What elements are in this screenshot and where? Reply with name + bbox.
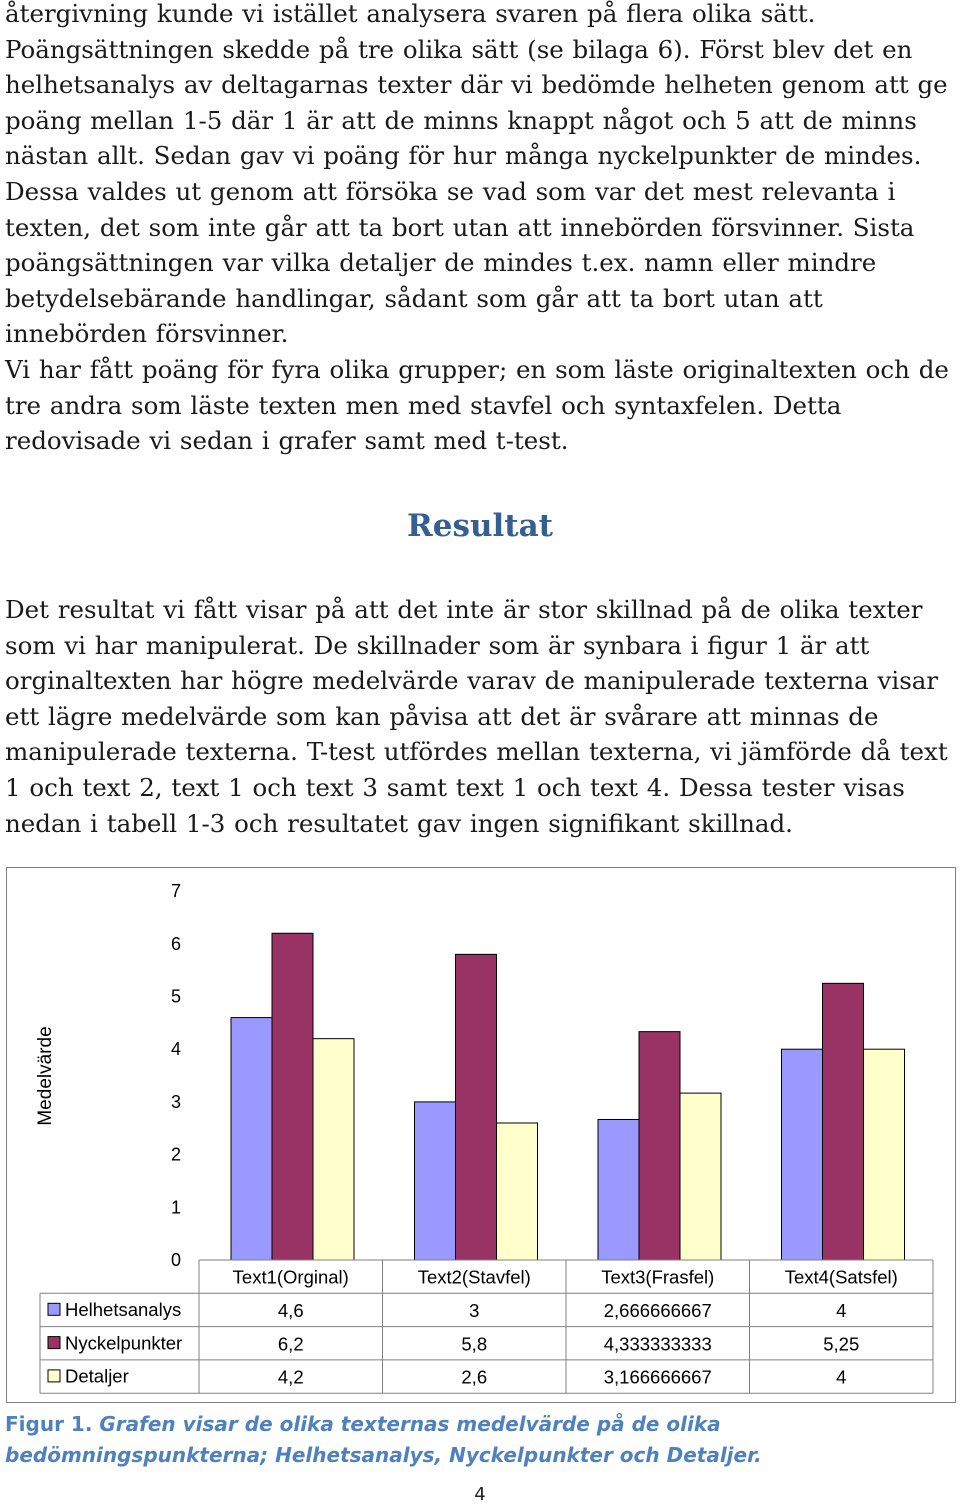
x-category-label: Text4(Satsfel) bbox=[784, 1266, 898, 1288]
data-label: 4 bbox=[836, 1366, 847, 1388]
data-label: 4 bbox=[836, 1299, 847, 1321]
bar-nyckelpunkter bbox=[639, 1032, 680, 1260]
bar-helhetsanalys bbox=[231, 1018, 272, 1260]
bar-detaljer bbox=[680, 1093, 721, 1260]
data-label: 3 bbox=[469, 1299, 480, 1321]
figure-caption bbox=[5, 1409, 955, 1471]
data-label: 3,166666667 bbox=[603, 1366, 712, 1388]
y-tick-label: 2 bbox=[170, 1144, 182, 1165]
x-category-label: Text1(Orginal) bbox=[232, 1266, 349, 1288]
data-label: 5,25 bbox=[823, 1333, 860, 1355]
bar-detaljer bbox=[864, 1049, 905, 1260]
y-tick-label: 1 bbox=[170, 1197, 182, 1218]
bar-chart-svg bbox=[7, 868, 957, 1404]
legend-key-nyckelpunkter bbox=[48, 1337, 60, 1349]
legend-label: Helhetsanalys bbox=[65, 1298, 182, 1320]
bar-nyckelpunkter bbox=[272, 933, 313, 1260]
y-tick-label: 3 bbox=[170, 1091, 182, 1112]
body-paragraph-2: Vi har fått poäng för fyra olika grupper; en som läste originaltexten och de tre andra som läste texten men med stavfel och syntaxfelen. Detta redovisade vi sedan i grafer samt med t-test. bbox=[5, 355, 949, 456]
page-number: 4 bbox=[474, 1484, 486, 1505]
body-paragraph-3: Det resultat vi fått visar på att det inte är stor skillnad på de olika texter som vi har manipulerat. De skillnader som är synbara i figur 1 är att orginaltexten har högre medelvärde varav de manipulerade texterna visar ett lägre medelvärde som kan påvisa att det är svårare att minnas de manipulerade texterna. T-test utfördes mellan texterna, vi jämförde då text 1 och text 2, text 1 och text 3 samt text 1 och text 4. Dessa tester visas nedan i tabell 1-3 och resultatet gav ingen signifikant skillnad. bbox=[5, 595, 948, 838]
legend-label: Nyckelpunkter bbox=[65, 1332, 183, 1354]
y-tick-label: 7 bbox=[170, 881, 182, 902]
y-tick-label: 0 bbox=[170, 1250, 182, 1270]
bar-helhetsanalys bbox=[415, 1102, 456, 1260]
data-label: 4,6 bbox=[277, 1299, 304, 1321]
bar-nyckelpunkter bbox=[823, 983, 864, 1260]
y-tick-label: 5 bbox=[170, 986, 182, 1007]
bar-helhetsanalys bbox=[782, 1049, 823, 1260]
y-tick-label: 4 bbox=[170, 1039, 182, 1060]
caption-text: Grafen visar de olika texternas medelvärde på de olika bedömningspunkterna; Helhetsanalys, Nyckelpunkter och Detaljer. bbox=[5, 1412, 762, 1467]
data-label: 2,6 bbox=[461, 1366, 488, 1388]
bar-detaljer bbox=[313, 1039, 354, 1260]
legend-key-helhetsanalys bbox=[48, 1303, 60, 1315]
figure-1-chart bbox=[6, 867, 956, 1403]
body-paragraph-1: återgivning kunde vi istället analysera svaren på flera olika sätt. Poängsättningen skedde på tre olika sätt (se bilaga 6). Först blev det en helhetsanalys av deltagarnas texter där vi bedömde helheten genom att ge poäng mellan 1-5 där 1 är att de minns knappt något och 5 att de minns nästan allt. Sedan gav vi poäng för hur många nyckelpunkter de mindes. Dessa valdes ut genom att försöka se vad som var det mest relevanta i texten, det som inte går att ta bort utan att innebörden försvinner. Sista poängsättningen var vilka detaljer de mindes t.ex. namn eller mindre betydelsebärande handlingar, sådant som går att ta bort utan att innebörden försvinner. bbox=[5, 0, 948, 349]
x-category-label: Text2(Stavfel) bbox=[417, 1266, 531, 1288]
y-tick-label: 6 bbox=[170, 933, 182, 954]
bar-helhetsanalys bbox=[598, 1119, 639, 1260]
section-heading-resultat: Resultat bbox=[407, 508, 553, 544]
data-label: 4,333333333 bbox=[603, 1333, 712, 1355]
data-label: 6,2 bbox=[277, 1333, 304, 1355]
data-label: 5,8 bbox=[461, 1333, 488, 1355]
bar-nyckelpunkter bbox=[456, 954, 497, 1260]
y-axis-title: Medelvärde bbox=[35, 1026, 56, 1126]
caption-label: Figur 1. bbox=[5, 1412, 93, 1436]
bar-detaljer bbox=[497, 1123, 538, 1260]
legend-label: Detaljer bbox=[65, 1365, 129, 1387]
x-category-label: Text3(Frasfel) bbox=[601, 1266, 715, 1288]
legend-key-detaljer bbox=[48, 1370, 60, 1382]
data-label: 4,2 bbox=[277, 1366, 304, 1388]
data-label: 2,666666667 bbox=[603, 1299, 712, 1321]
